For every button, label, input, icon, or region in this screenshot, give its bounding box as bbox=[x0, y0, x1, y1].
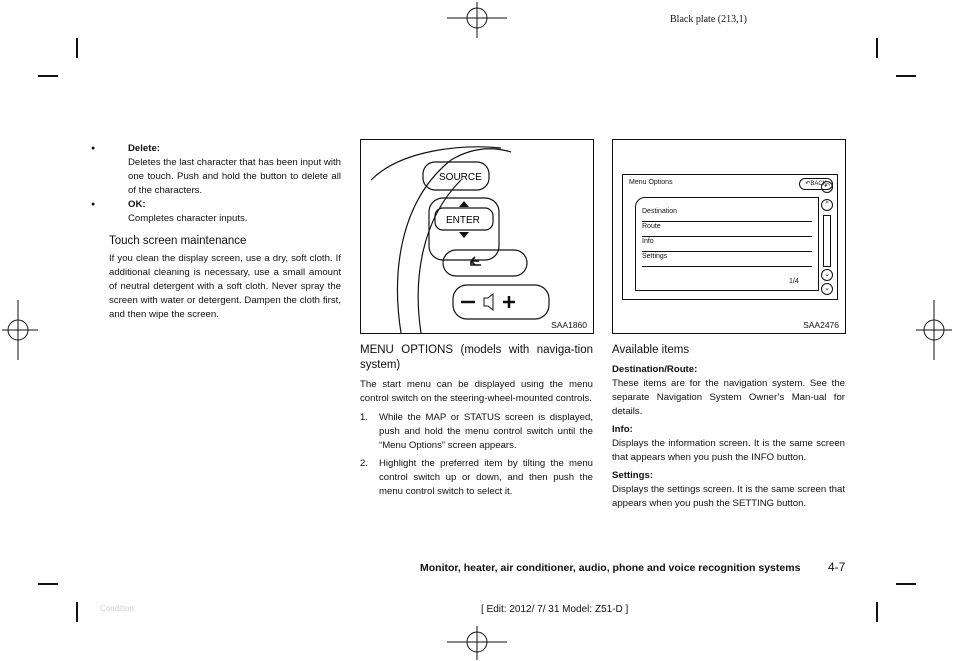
menu-item[interactable]: Destination bbox=[642, 208, 812, 222]
back-icon: ↶ bbox=[805, 181, 811, 187]
menu-item[interactable]: Route bbox=[642, 223, 812, 237]
down-arrow-icon bbox=[459, 232, 469, 238]
step-2 bbox=[360, 457, 593, 499]
step-number: 2. bbox=[360, 458, 369, 469]
step-number: 1. bbox=[360, 412, 369, 423]
delete-heading: ● Delete: bbox=[109, 142, 341, 156]
available-items-heading: Available items bbox=[612, 344, 690, 356]
destination-route-body: These items are for the navigation system. See the separate Navigation System Owner’s Man-ual for details. bbox=[612, 378, 845, 417]
settings-heading: Settings: bbox=[612, 470, 654, 481]
destination-route-heading: Destination/Route: bbox=[612, 364, 698, 375]
edit-info: [ Edit: 2012/ 7/ 31 Model: Z51-D ] bbox=[481, 604, 629, 615]
close-icon[interactable]: ⌄ bbox=[821, 283, 833, 295]
menu-options-figure bbox=[612, 139, 846, 334]
source-label: SOURCE bbox=[439, 172, 482, 183]
menu-options-heading: MENU OPTIONS (models with naviga-tion system) bbox=[360, 344, 593, 371]
right-column bbox=[612, 343, 845, 511]
middle-column bbox=[360, 343, 593, 499]
info-body: Displays the information screen. It is the same screen that appears when you push the INFO button. bbox=[612, 438, 845, 463]
back-arrow-icon bbox=[471, 257, 481, 265]
steering-switch-figure bbox=[360, 139, 594, 334]
left-column bbox=[109, 142, 341, 322]
figure-caption: SAA2476 bbox=[803, 320, 839, 330]
return-icon[interactable]: ↶ bbox=[821, 181, 833, 193]
info-heading: Info: bbox=[612, 424, 633, 435]
steering-switch-illustration bbox=[361, 140, 593, 333]
menu-options-intro: The start menu can be displayed using the menu control switch on the steering-wheel-mounted controls. bbox=[360, 379, 593, 404]
figure-caption: SAA1860 bbox=[551, 320, 587, 330]
scroll-down-icon[interactable]: ⌄ bbox=[821, 269, 833, 281]
up-arrow-icon bbox=[459, 201, 469, 207]
delete-body: Deletes the last character that has been input with one touch. Push and hold the button to delete all of the characters. bbox=[128, 157, 341, 196]
maintenance-body: If you clean the display screen, use a dry, soft cloth. If additional cleaning is necessary, use a small amount of neutral detergent with a soft cloth. Never spray the screen with water or detergent. Dampen the cloth first, and then wipe the screen. bbox=[109, 253, 341, 320]
volume-icons bbox=[461, 294, 515, 310]
screen-frame bbox=[622, 174, 838, 300]
plate-label: Black plate (213,1) bbox=[670, 14, 747, 25]
screen-title: Menu Options bbox=[629, 179, 673, 186]
condition-label: Condition: bbox=[100, 604, 137, 613]
scroll-up-icon[interactable]: ^ bbox=[821, 199, 833, 211]
step-text: Highlight the preferred item by tilting the menu control switch up or down, and then push the menu control switch to select it. bbox=[379, 458, 593, 497]
section-title: Monitor, heater, air conditioner, audio, phone and voice recognition systems bbox=[420, 562, 801, 574]
menu-list bbox=[635, 197, 819, 291]
back-label: BACK bbox=[810, 181, 827, 187]
step-1 bbox=[360, 411, 593, 453]
menu-item[interactable]: Settings bbox=[642, 253, 812, 267]
page-indicator: 1/4 bbox=[789, 278, 799, 285]
menu-item[interactable]: Info bbox=[642, 238, 812, 252]
maintenance-heading: Touch screen maintenance bbox=[109, 235, 247, 247]
page-number: 4-7 bbox=[828, 560, 846, 574]
enter-label: ENTER bbox=[446, 215, 480, 226]
ok-body: Completes character inputs. bbox=[128, 213, 248, 224]
settings-body: Displays the settings screen. It is the same screen that appears when you push the SETTING button. bbox=[612, 484, 845, 509]
scrollbar[interactable] bbox=[823, 215, 831, 267]
step-text: While the MAP or STATUS screen is displayed, push and hold the menu control switch until the “Menu Options” screen appears. bbox=[379, 412, 593, 451]
ok-heading: ● OK: bbox=[109, 198, 341, 212]
